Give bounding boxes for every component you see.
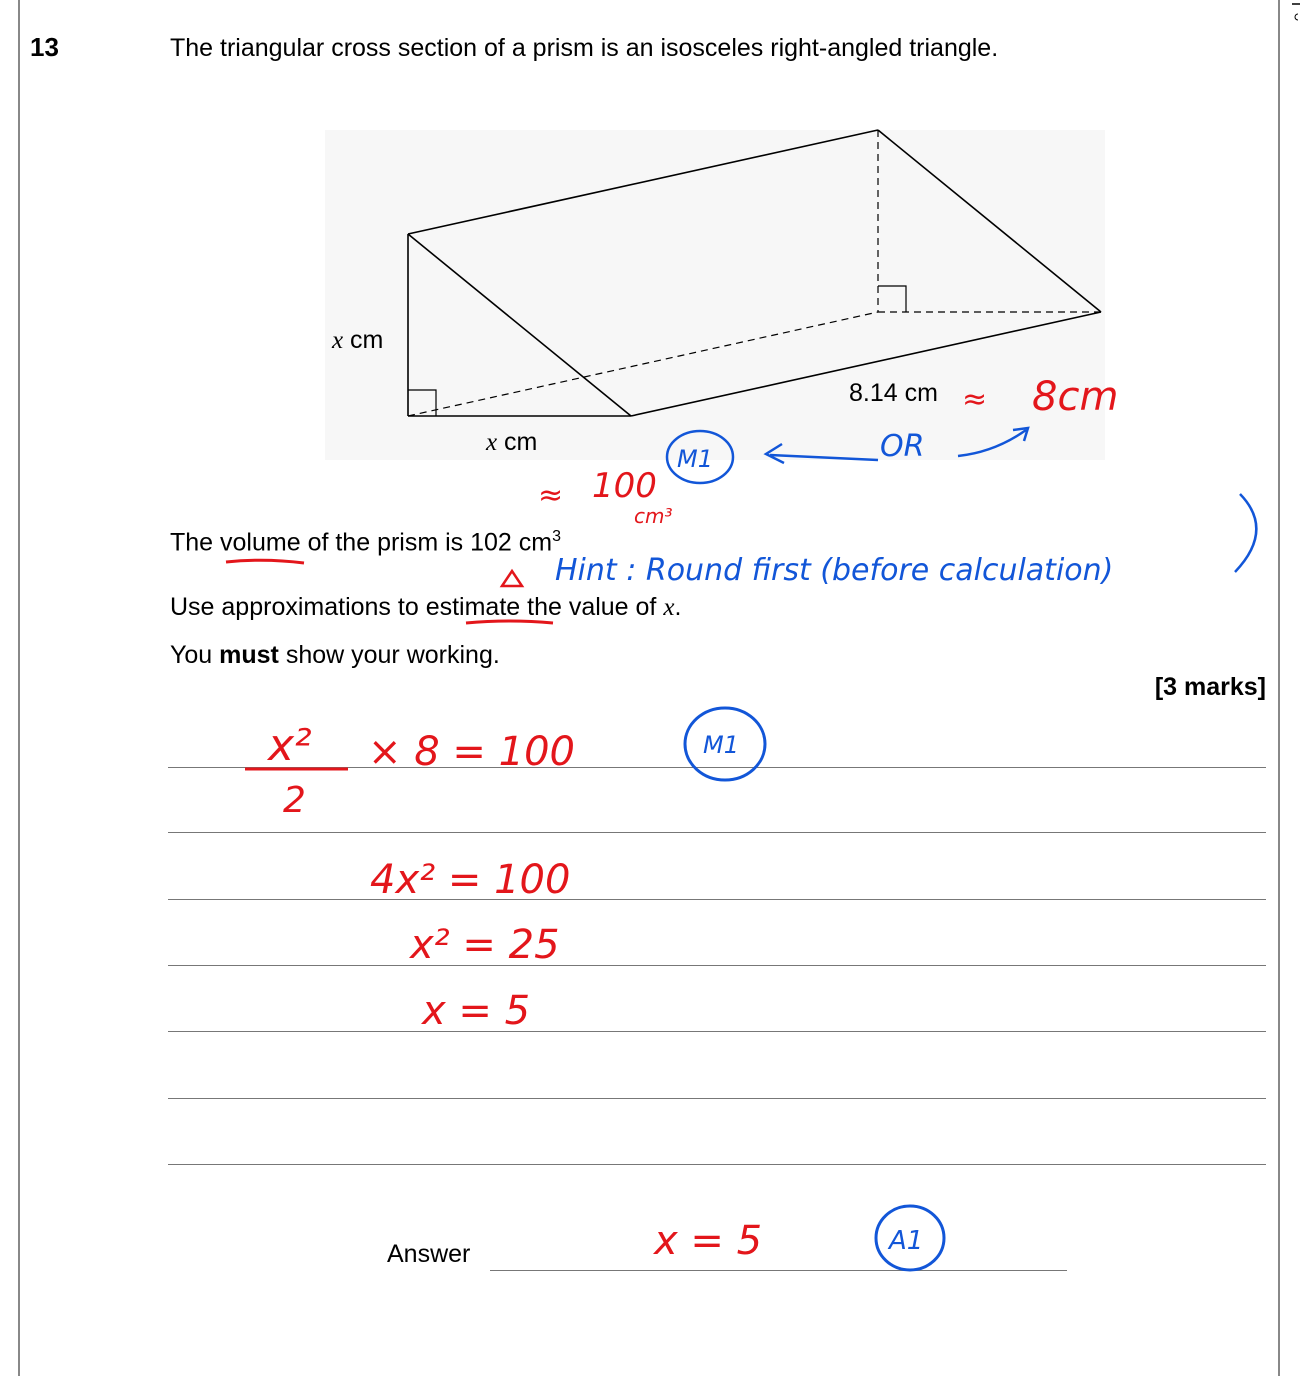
working-line1-denominator: 2 bbox=[283, 780, 306, 821]
height-label: x cm bbox=[332, 326, 384, 354]
working-line3: x² = 25 bbox=[410, 922, 560, 968]
approx-symbol: ≈ bbox=[962, 382, 988, 417]
marks-label: [3 marks] bbox=[1154, 673, 1266, 701]
answer-value: x = 5 bbox=[654, 1218, 763, 1264]
arrow-to-m1 bbox=[770, 455, 878, 460]
length-approx: 8cm bbox=[1032, 374, 1119, 420]
hint-text: Hint : Round first (before calculation) bbox=[555, 553, 1114, 588]
volume-underline bbox=[226, 560, 304, 563]
question-number: 13 bbox=[30, 32, 59, 62]
working-line4: x = 5 bbox=[422, 988, 531, 1034]
estimate-instruction: Use approximations to estimate the value of x. bbox=[170, 593, 682, 621]
question-intro: The triangular cross section of a prism is an isosceles right-angled triangle. bbox=[170, 34, 999, 62]
arrow-to-length bbox=[958, 430, 1026, 456]
estimate-underline bbox=[466, 621, 553, 623]
estimate-word: estimate bbox=[425, 593, 521, 621]
length-label: 8.14 cm bbox=[849, 379, 938, 407]
base-label: x cm bbox=[486, 428, 538, 456]
a1-mark: A1 bbox=[889, 1226, 924, 1256]
volume-approx: 100 bbox=[592, 466, 657, 506]
m1-mark-top: M1 bbox=[677, 445, 713, 473]
working-line2: 4x² = 100 bbox=[370, 857, 571, 903]
volume-approx-unit: cm³ bbox=[634, 504, 673, 528]
answer-label: Answer bbox=[387, 1240, 471, 1268]
arrow-head-left bbox=[766, 444, 784, 463]
working-line1-rest: × 8 = 100 bbox=[368, 729, 575, 775]
hint-closing-bracket bbox=[1235, 494, 1256, 572]
volume-word: volume bbox=[220, 528, 301, 557]
or-text: OR bbox=[880, 429, 925, 464]
working-line1-numerator: x² bbox=[268, 720, 312, 771]
volume-statement: The volume of the prism is 102 $cm^3$ bbox=[170, 528, 562, 557]
warning-triangle bbox=[502, 571, 522, 586]
must-instruction: You must show your working. bbox=[170, 641, 500, 669]
volume-approx-symbol: ≈ bbox=[538, 478, 564, 513]
m1-mark-working: M1 bbox=[703, 731, 739, 759]
